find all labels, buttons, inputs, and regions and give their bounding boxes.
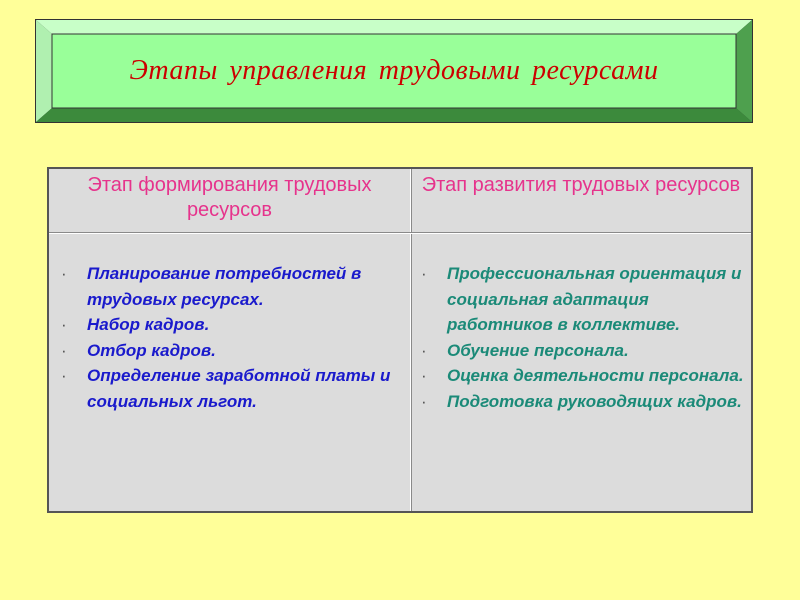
- list-item: · Оценка деятельности персонала.: [417, 363, 747, 389]
- header-divider: [49, 232, 751, 234]
- bullet-icon: ·: [61, 340, 67, 360]
- development-stage-list: [417, 261, 747, 414]
- bullet-icon: ·: [421, 340, 427, 360]
- bullet-icon: ·: [421, 391, 427, 411]
- bullet-icon: ·: [61, 315, 67, 334]
- stages-table: [47, 167, 753, 513]
- list-item: · Определение заработной платы и социальных льгот.: [57, 363, 402, 414]
- title-plaque: [35, 19, 753, 123]
- column-divider: [410, 169, 412, 511]
- list-item: · Обучение персонала.: [417, 338, 747, 364]
- bullet-icon: ·: [421, 366, 427, 385]
- formation-stage-list: [57, 261, 402, 414]
- list-item: · Профессиональная ориентация и социальная адаптация работников в коллективе.: [417, 261, 747, 338]
- list-item: · Набор кадров.: [57, 312, 402, 338]
- header-development-stage: Этап развития трудовых ресурсов: [421, 174, 741, 196]
- page-title: Этапы управления трудовыми ресурсами: [129, 55, 659, 86]
- bullet-icon: ·: [61, 366, 67, 385]
- list-item: · Планирование потребностей в трудовых ресурсах.: [57, 261, 402, 312]
- header-formation-stage: Этап формирования трудовых ресурсов: [87, 174, 372, 221]
- list-item: · Отбор кадров.: [57, 338, 402, 364]
- bullet-icon: ·: [421, 264, 427, 283]
- bullet-icon: ·: [61, 264, 67, 283]
- list-item: · Подготовка руководящих кадров.: [417, 389, 747, 415]
